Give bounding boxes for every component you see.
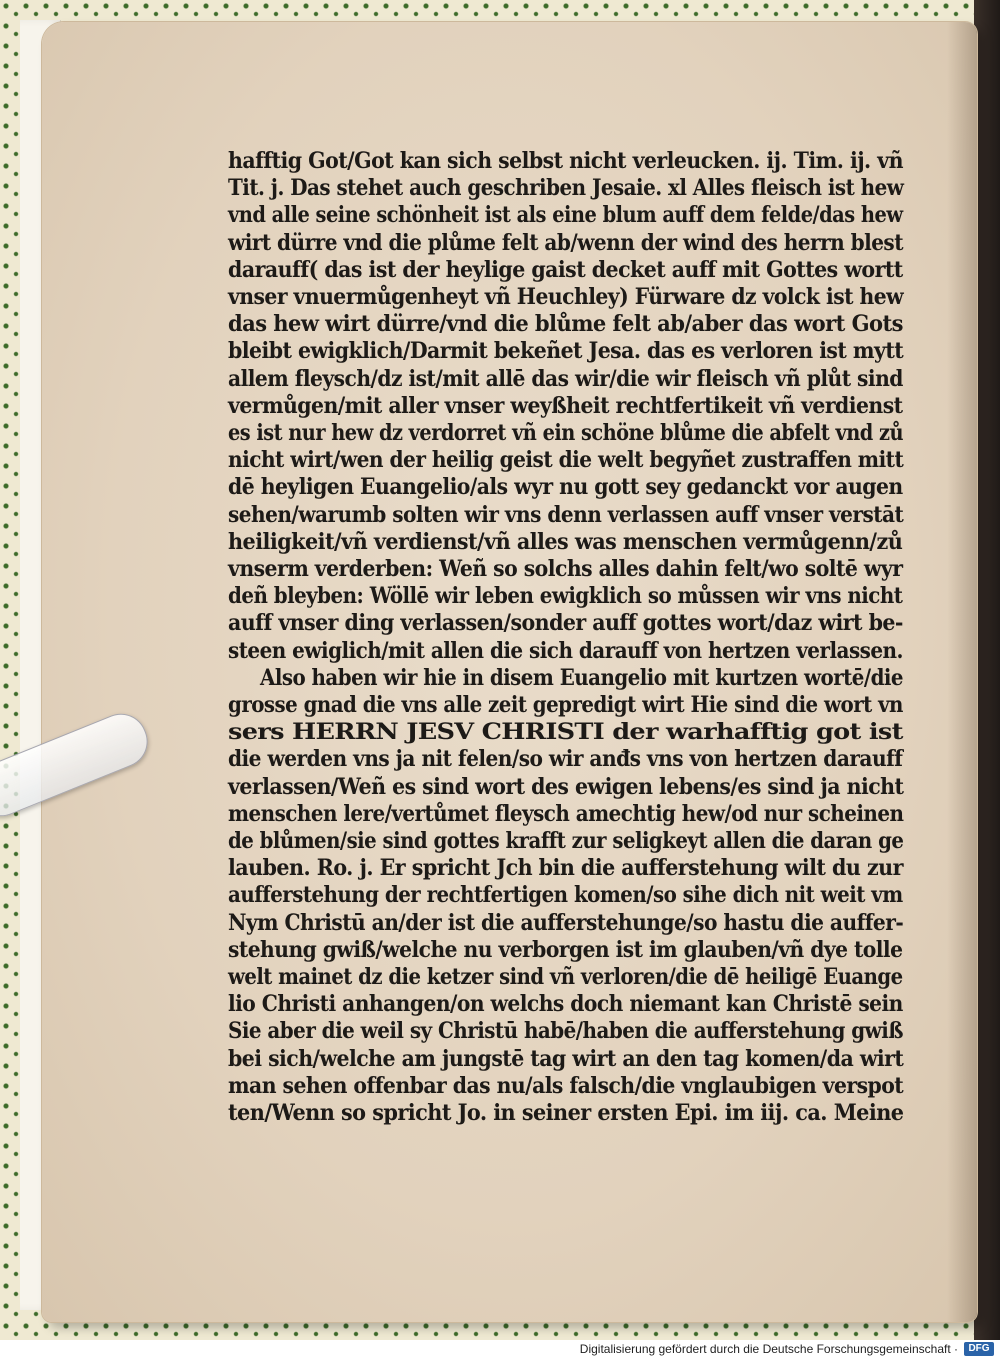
text-line: vnd alle seine schönheit ist als eine blum auff dem felde/das hew xyxy=(228,202,903,229)
text-line: Nym Christū an/der ist die aufferstehunge/so hastu die auffer- xyxy=(228,909,904,936)
text-line: bei sich/welche am jungstē tag wirt an den tag komen/da wirt xyxy=(228,1045,904,1072)
text-line: vnser vnuermůgenheyt vñ Heuchley) Fürware dz volck ist hew xyxy=(228,284,904,310)
text-line: Tit. j. Das stehet auch geschriben Jesaie. xl Alles fleisch ist hew xyxy=(228,175,904,202)
page-text-block xyxy=(228,148,908,1148)
text-line: darauff( das ist der heylige gaist decket auff mit Gottes wortt xyxy=(228,256,903,283)
text-line: lauben. Ro. j. Er spricht Jch bin die aufferstehung wilt du zur xyxy=(228,855,903,882)
text-line: vermůgen/mit aller vnser weyßheit rechtfertikeit vñ verdienst xyxy=(228,392,903,419)
text-line: de blůmen/sie sind gottes krafft zur seligkeyt allen die daran ge xyxy=(228,828,904,854)
text-line: stehung gwiß/welche nu verborgen ist im glauben/vñ dye tolle xyxy=(228,936,903,963)
text-line: Sie aber die weil sy Christū habē/haben die aufferstehung gwiß xyxy=(228,1018,903,1045)
text-line: es ist nur hew dz verdorret vñ ein schöne blůme die abfelt vnd zů xyxy=(228,420,904,446)
text-line: auff vnser ding verlassen/sonder auff gottes wort/daz wirt be- xyxy=(228,610,903,637)
text-line: dē heyligen Euangelio/als wyr nu gott sey gedanckt vor augen xyxy=(228,474,903,501)
text-line: Also haben wir hie in disem Euangelio mit kurtzen wortē/die xyxy=(260,664,903,691)
page-gutter-shadow xyxy=(947,22,977,1322)
text-line: hafftig Got/Got kan sich selbst nicht verleucken. ij. Tim. ij. vñ xyxy=(228,148,903,174)
text-line: nicht wirt/wen der heilig geist die welt begyñet zustraffen mitt xyxy=(228,447,904,474)
text-line: die werden vns ja nit felen/so wir anđs vns von hertzen darauff xyxy=(228,746,903,773)
text-line: heiligkeit/vñ verdienst/vñ alles was menschen vermůgenn/zů xyxy=(228,528,903,555)
text-line: grosse gnad die vns alle zeit gepredigt wirt Hie sind die wort vn xyxy=(228,692,903,718)
scanner-edge xyxy=(974,0,1000,1340)
text-line: sers HERRN JESV CHRISTI der warhafftig got ist xyxy=(228,719,903,746)
dfg-logo: DFG xyxy=(964,1342,994,1356)
text-line: deñ bleyben: Wöllē wir leben ewigklich so můssen wir vns nicht xyxy=(228,583,903,610)
text-line: aufferstehung der rechtfertigen komen/so sihe dich nit weit vm xyxy=(228,882,903,909)
text-line: man sehen offenbar das nu/als falsch/die vnglaubigen verspot xyxy=(228,1072,904,1099)
text-line: bleibt ewigklich/Darmit bekeñet Jesa. das es verloren ist mytt xyxy=(228,338,904,365)
footer-bar xyxy=(0,1340,1000,1359)
text-line: steen ewiglich/mit allen die sich darauff von hertzen verlassen. xyxy=(228,637,903,664)
text-line: allem fleysch/dz ist/mit allē das wir/die wir fleisch vñ plůt sind xyxy=(228,365,903,392)
text-line: verlassen/Weñ es sind wort des ewigen lebens/es sind ja nicht xyxy=(228,773,904,800)
text-line: wirt dürre vnd die plůme felt ab/wenn der wind des herrn blest xyxy=(228,229,903,256)
text-line: ten/Wenn so spricht Jo. in seiner ersten Epi. im iij. ca. Meine xyxy=(228,1100,904,1126)
text-line: lio Christi anhangen/on welchs doch niemant kan Christē sein xyxy=(228,991,903,1018)
text-line: das hew wirt dürre/vnd die blůme felt ab/aber das wort Gots xyxy=(228,311,903,338)
funding-credit: Digitalisierung gefördert durch die Deutsche Forschungsgemeinschaft · xyxy=(579,1342,958,1356)
text-line: welt mainet dz die ketzer sind vñ verloren/die dē heiligē Euange xyxy=(228,964,903,990)
text-line: vnserm verderben: Weñ so solchs alles dahin felt/wo soltē wyr xyxy=(228,556,903,582)
text-line: sehen/warumb solten wir vns denn verlassen auff vnser verstāt xyxy=(228,501,904,528)
text-line: menschen lere/vertůmet fleysch amechtig hew/od nur scheinen xyxy=(228,800,904,827)
